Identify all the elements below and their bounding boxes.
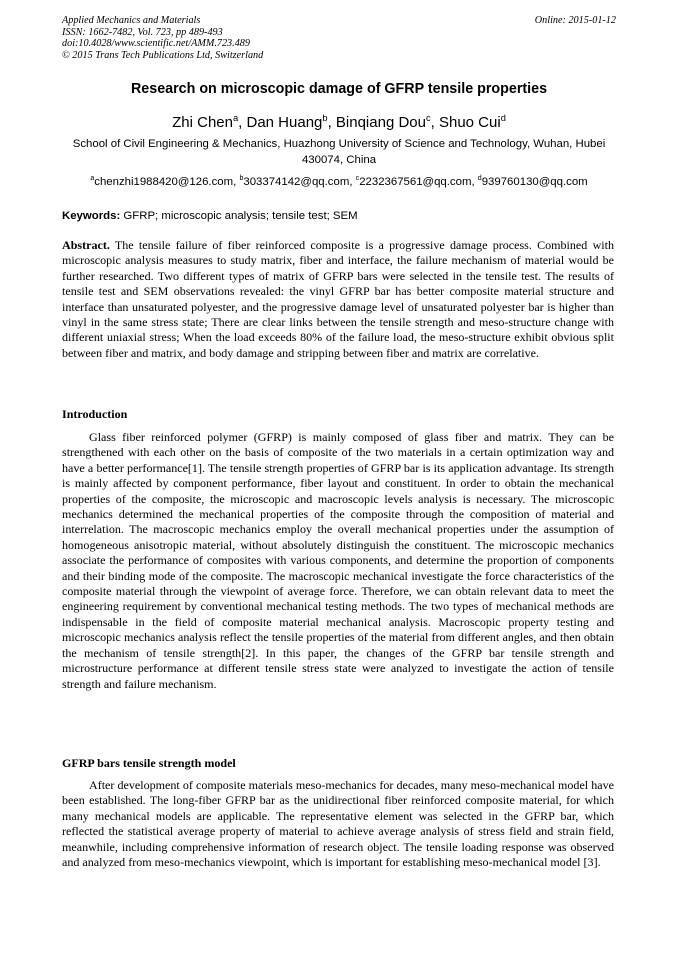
email-address: $^a$chenzhi1988420@126.com, [90, 175, 240, 188]
author-list [62, 113, 616, 132]
section-heading-introduction: Introduction [62, 407, 128, 421]
abstract-text: The tensile failure of fiber reinforced composite is a progressive damage process. Combined with microscopic analysis measures to study matrix, fiber and interface, the failure mechanism of material would be further researched. Two different types of matrix of GFRP bars were selected in the tensile test. The results of tensile test and SEM observations revealed: the vinyl GFRP bar has better composite material structure and interface than unsaturated polyester, and the progressive damage level of unsaturated polyester bar is higher than vinyl in the same stress state; There are clear links between the tensile strength and meso-structure change with different uniaxial stress; When the load exceeds 80% of the failure load, the meso-structure exhibit obvious split between fiber and matrix, and body damage and stripping between fiber and matrix are correlative. [62, 238, 614, 360]
author: Binqiang Dou$^c$, [335, 113, 439, 131]
abstract [62, 238, 614, 361]
online-date: Online: 2015-01-12 [534, 15, 616, 26]
keywords-label: Keywords: [62, 210, 121, 222]
affiliation: School of Civil Engineering & Mechanics, Huazhong University of Science and Technology, Wuhan, Hubei 430074, China [72, 138, 606, 166]
author: Shuo Cui$^d$ [438, 113, 506, 131]
email-address: $^b$303374142@qq.com, [239, 175, 356, 188]
doi-line: doi:10.4028/www.scientific.net/AMM.723.489 [62, 38, 250, 50]
email-address: $^c$2232367561@qq.com, [355, 175, 478, 188]
section-heading-model: GFRP bars tensile strength model [62, 756, 236, 770]
journal-name: Applied Mechanics and Materials [62, 15, 201, 26]
abstract-label: Abstract. [62, 238, 110, 252]
keywords [62, 208, 616, 224]
author: Zhi Chen$^a$, [172, 113, 247, 131]
copyright-line: © 2015 Trans Tech Publications Ltd, Switzerland [62, 49, 264, 61]
journal-header [62, 15, 616, 61]
issn-line: ISSN: 1662-7482, Vol. 723, pp 489-493 [62, 26, 223, 38]
keywords-text: GFRP; microscopic analysis; tensile test; SEM [123, 210, 358, 222]
email-list [62, 174, 616, 190]
model-paragraph: After development of composite materials meso-mechanics for decades, many meso-mechanical model have been established. The long-fiber GFRP bar as the unidirectional fiber reinforced composite material, for which many mechanical models are applicable. The representative element was selected in the GFRP bar, which reflected the statistical average property of material to achieve average analysis of stress field and strain field, meanwhile, including comprehensive information of research object. The tensile loading response was observed and analyzed from meso-mechanics viewpoint, which is important for establishing meso-mechanical model [3]. [62, 778, 614, 870]
email-address: $^d$939760130@qq.com [477, 175, 588, 188]
paper-title: Research on microscopic damage of GFRP tensile properties [130, 81, 548, 97]
author: Dan Huang$^b$, [246, 113, 336, 131]
introduction-paragraph: Glass fiber reinforced polymer (GFRP) is mainly composed of glass fiber and matrix. They can be strengthened with each other on the basis of composite of the two materials in a certain optimization way and have a better performance[1]. The tensile strength properties of GFRP bar is its application advantage. Its strength is mainly affected by component performance, fiber layout and constituent. In order to obtain the mechanical properties of the composite, the microscopic and macroscopic levels analysis is necessary. The microscopic mechanics determined the mechanical properties of the composite through the composition of material and interrelation. The macroscopic mechanics employ the overall mechanical properties under the assumption of homogeneous anisotropic material, without absolutely distinguish the constituent. The microscopic mechanics associate the performance of composites with various components, and determine the proportion of components and their binding mode of the composite. The macroscopic mechanical investigate the force characteristics of the composite material through the viewpoint of average force. Therefore, we can obtain relevant data to meet the engineering requirement by conventional mechanical testing methods. The two types of mechanical methods are indispensable in the field of composite material mechanical analysis. Macroscopic property testing and microscopic mechanics analysis reflect the tensile properties of the material from different angles, and then obtain the mechanism of tensile strength[2]. In this paper, the changes of the GFRP bar tensile strength and microstructure performance at different tensile stress state were analyzed to investigate the action of tensile strength and failure mechanism. [62, 430, 614, 691]
